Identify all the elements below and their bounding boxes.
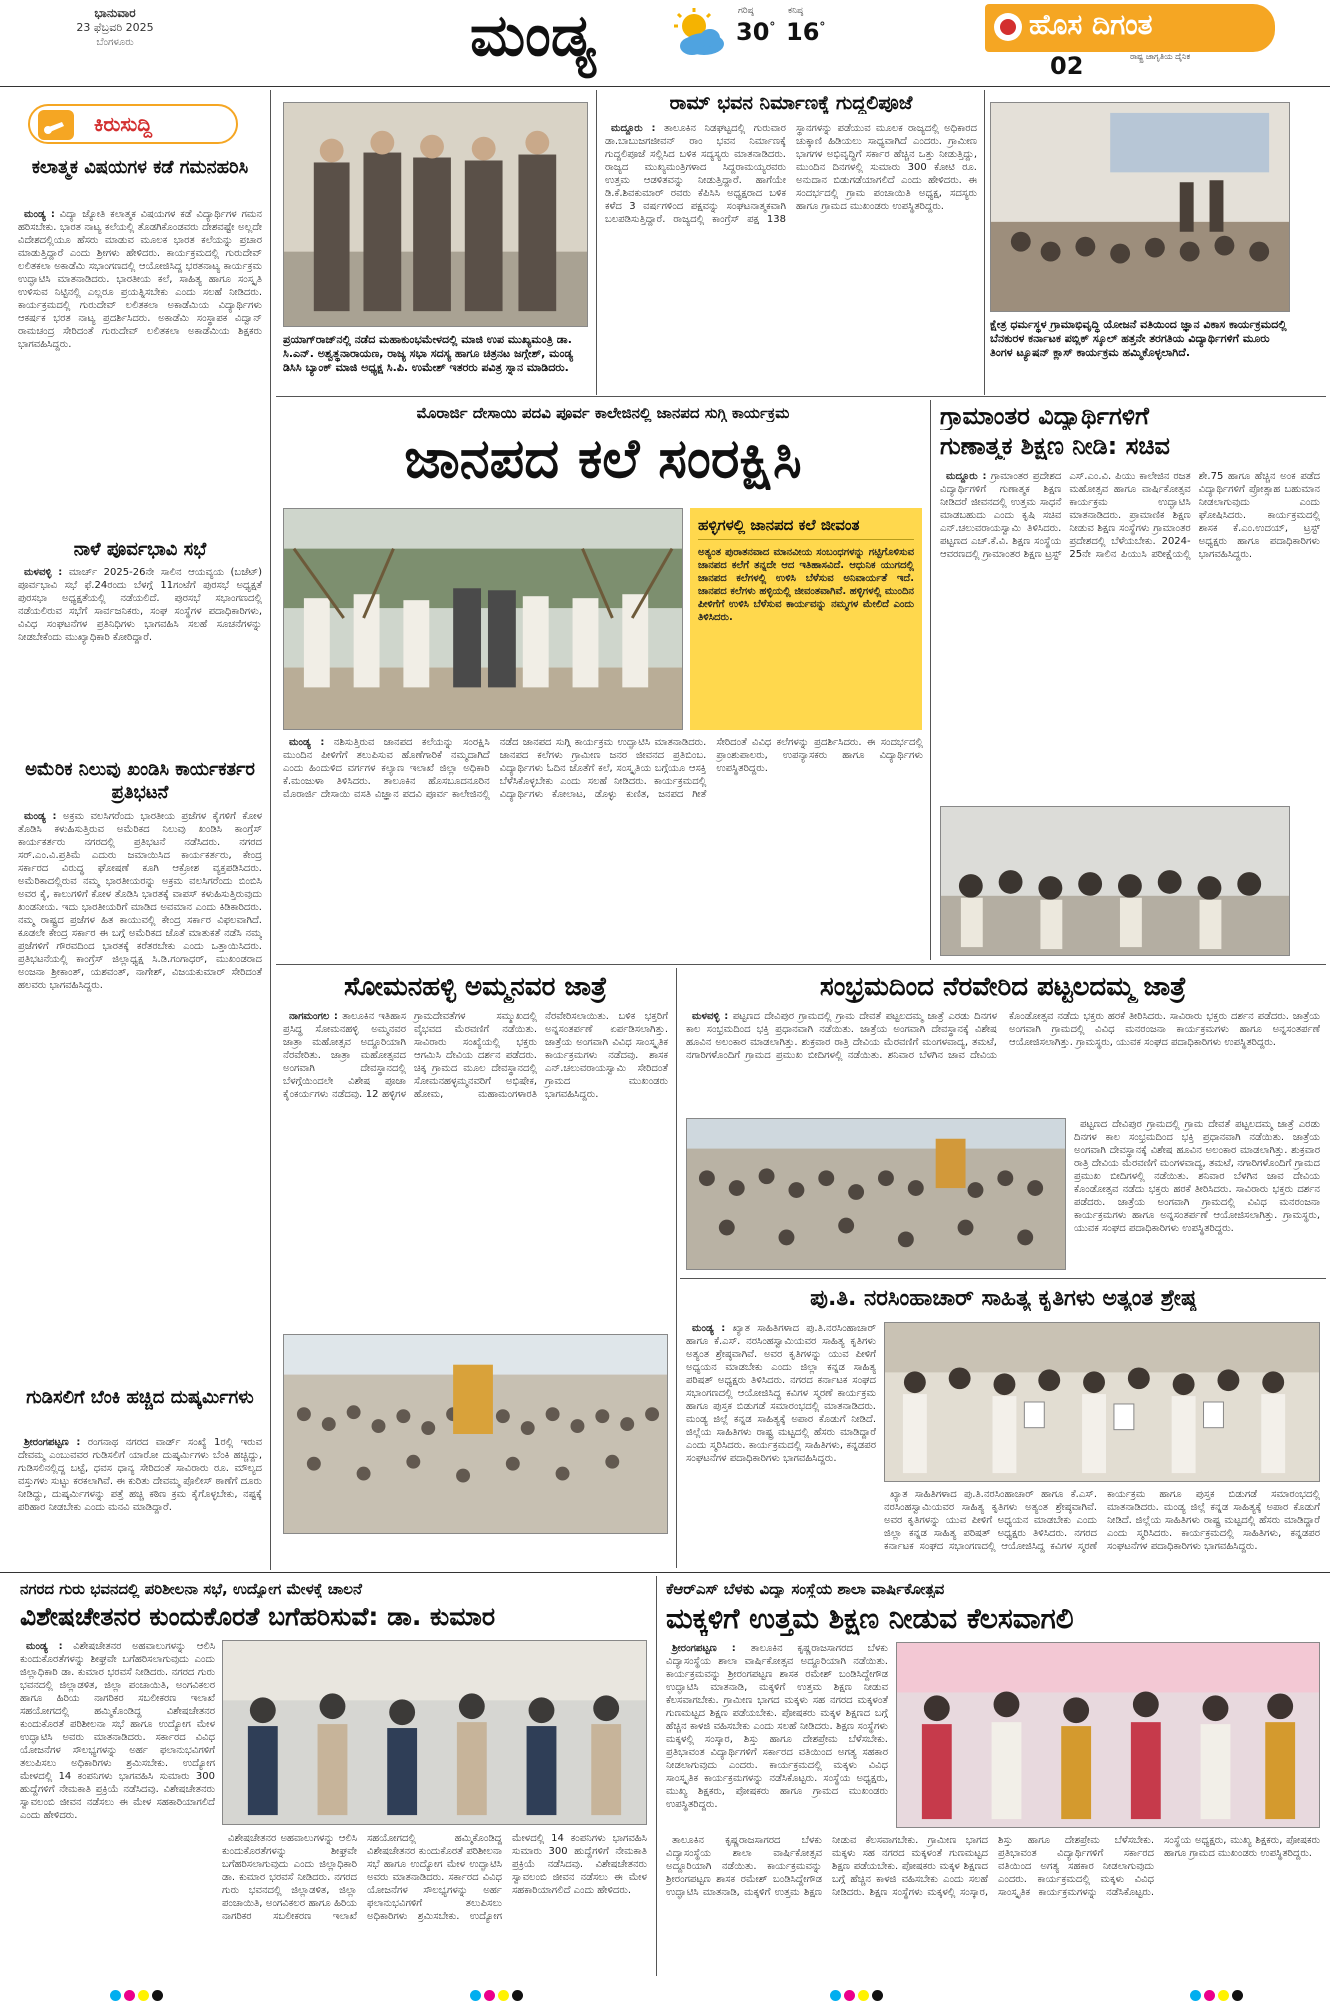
section-divider [276, 396, 1326, 397]
degree-symbol: ° [769, 20, 776, 34]
brief-body [18, 1436, 262, 1558]
dateline: ಮಂಡ್ಯ : [692, 1323, 726, 1334]
kumar-headline: ವಿಶೇಷಚೇತನರ ಕುಂದುಕೊರತೆ ಬಗೆಹರಿಸುವೆ: ಡಾ. ಕುಮಾರ [20, 1602, 496, 1631]
somanahalli-headline: ಸೋಮನಹಳ್ಳಿ ಅಮ್ಮನವರ ಜಾತ್ರೆ [344, 972, 607, 1002]
dateline: ನಾಗಮಂಗಲ : [289, 1011, 338, 1022]
dateline: ಮಳವಳ್ಳಿ : [24, 567, 63, 578]
somanahalli-body [283, 1010, 668, 1330]
print-registration-marks [1190, 1990, 1243, 2001]
column-divider [656, 1576, 657, 1976]
dateline: ಮಂಡ್ಯ : [24, 811, 57, 822]
article-text: ಖ್ಯಾತ ಸಾಹಿತಿಗಳಾದ ಪು.ತಿ.ನರಸಿಂಹಾಚಾರ್ ಹಾಗೂ ಕೆ.ಎಸ್. ನರಸಿಂಹಸ್ವಾಮಿಯವರ ಸಾಹಿತ್ಯ ಕೃತಿಗಳು ಅತ್ಯಂತ ಶ್ರೇಷ್ಠವಾಗಿವೆ. ಅವರ ಕೃತಿಗಳನ್ನು ಯುವ ಪೀಳಿಗೆ ಅಧ್ಯಯನ ಮಾಡಬೇಕು ಎಂದು ಜಿಲ್ಲಾ ಕನ್ನಡ ಸಾಹಿತ್ಯ ಪರಿಷತ್ ಅಧ್ಯಕ್ಷರು ತಿಳಿಸಿದರು. ನಗರದ ಕರ್ನಾಟಕ ಸಂಘದ ಸಭಾಂಗಣದಲ್ಲಿ ಆಯೋಜಿಸಿದ್ದ ಕವಿಗಳ ಸ್ಮರಣೆ ಕಾರ್ಯಕ್ರಮ ಹಾಗೂ ಪುಸ್ತಕ ಬಿಡುಗಡೆ ಸಮಾರಂಭದಲ್ಲಿ ಮಾತನಾಡಿದರು. ಮಂಡ್ಯ ಜಿಲ್ಲೆ ಕನ್ನಡ ಸಾಹಿತ್ಯಕ್ಕೆ ಅಪಾರ ಕೊಡುಗೆ ನೀಡಿದೆ. ಜಿಲ್ಲೆಯ ಸಾಹಿತಿಗಳು ರಾಷ್ಟ್ರ ಮಟ್ಟದಲ್ಲಿ ಹೆಸರು ಮಾಡಿದ್ದಾರೆ ಎಂದು ಸ್ಮರಿಸಿದರು. ಕಾರ್ಯಕ್ರಮದಲ್ಲಿ ಸಾಹಿತಿಗಳು, ಕನ್ನಡಪರ ಸಂಘಟನೆಗಳ ಪದಾಧಿಕಾರಿಗಳು ಭಾಗವಹಿಸಿದ್ದರು. [686, 1323, 876, 1464]
kumbh-photo-caption: ಪ್ರಯಾಗ್‌ರಾಜ್‌ನಲ್ಲಿ ನಡೆದ ಮಹಾಕುಂಭಮೇಳದಲ್ಲಿ ಮಾಜಿ ಉಪ ಮುಖ್ಯಮಂತ್ರಿ ಡಾ. ಸಿ.ಎನ್. ಅಶ್ವತ್ಥನಾರಾಯಣ, ರಾಜ್ಯ ಸಭಾ ಸದಸ್ಯ ಹಾಗೂ ಚಿತ್ರನಟ ಜಗ್ಗೇಶ್, ಮಂಡ್ಯ ಡಿಸಿಸಿ ಬ್ಯಾಂಕ್ ಮಾಜಿ ಅಧ್ಯಕ್ಷ ಸಿ.ಪಿ. ಉಮೇಶ್ ಇತರರು ಪವಿತ್ರ ಸ್ನಾನ ಮಾಡಿದರು. [283, 333, 574, 374]
brief-title: ಗುಡಿಸಲಿಗೆ ಬೆಂಕಿ ಹಚ್ಚಿದ ದುಷ್ಕರ್ಮಿಗಳು [26, 1387, 254, 1408]
brief-title: ಅಮೆರಿಕ ನಿಲುವು ಖಂಡಿಸಿ ಕಾರ್ಯಕರ್ತರ ಪ್ರತಿಭಟನೆ [25, 759, 255, 803]
min-temp-label: ಕನಿಷ್ಠ [788, 6, 804, 16]
rural-education-headline-line1: ಗ್ರಾಮಾಂತರ ವಿದ್ಯಾರ್ಥಿಗಳಿಗೆ [940, 402, 1149, 430]
article-text: ವಿಶೇಷಚೇತನರ ಅಹವಾಲುಗಳನ್ನು ಆಲಿಸಿ ಕುಂದುಕೊರತೆಗಳನ್ನು ಶೀಘ್ರವೇ ಬಗೆಹರಿಸಲಾಗುವುದು ಎಂದು ಜಿಲ್ಲಾಧಿಕಾರಿ ಡಾ. ಕುಮಾರ ಭರವಸೆ ನೀಡಿದರು. ನಗರದ ಗುರು ಭವನದಲ್ಲಿ ಜಿಲ್ಲಾಡಳಿತ, ಜಿಲ್ಲಾ ಪಂಚಾಯಿತಿ, ಅಂಗವಿಕಲರ ಹಾಗೂ ಹಿರಿಯ ನಾಗರಿಕರ ಸಬಲೀಕರಣ ಇಲಾಖೆ ಸಹಯೋಗದಲ್ಲಿ ಹಮ್ಮಿಕೊಂಡಿದ್ದ ವಿಶೇಷಚೇತನರ ಕುಂದುಕೊರತೆ ಪರಿಶೀಲನಾ ಸಭೆ ಹಾಗೂ ಉದ್ಯೋಗ ಮೇಳ ಉದ್ಘಾಟಿಸಿ ಅವರು ಮಾತನಾಡಿದರು. ಸರ್ಕಾರದ ವಿವಿಧ ಯೋಜನೆಗಳ ಸೌಲಭ್ಯಗಳನ್ನು ಅರ್ಹ ಫಲಾನುಭವಿಗಳಿಗೆ ತಲುಪಿಸಲು ಅಧಿಕಾರಿಗಳು ಶ್ರಮಿಸಬೇಕು. ಉದ್ಯೋಗ ಮೇಳದಲ್ಲಿ 14 ಕಂಪನಿಗಳು ಭಾಗವಹಿಸಿ ಸುಮಾರು 300 ಹುದ್ದೆಗಳಿಗೆ ನೇಮಕಾತಿ ಪ್ರಕ್ರಿಯೆ ನಡೆಸಿದವು. ವಿಶೇಷಚೇತನರು ಸ್ವಾವಲಂಬಿ ಜೀವನ ನಡೆಸಲು ಈ ಮೇಳ ಸಹಕಾರಿಯಾಗಲಿದೆ ಎಂದು ಹೇಳಿದರು. [222, 1833, 647, 1922]
pattaladamma-body-top [686, 1010, 1320, 1114]
pointing-hand-icon [36, 108, 76, 142]
article-text: ತಾಲೂಕಿನ ನಿಡಘಟ್ಟದಲ್ಲಿ ಗುರುವಾರ ಡಾ.ಬಾಬುಜಗಜೀವನ್ ರಾಂ ಭವನ ನಿರ್ಮಾಣಕ್ಕೆ ಗುದ್ದಲಿಪೂಜೆ ಸಲ್ಲಿಸಿದ ಬಳಿಕ ಸದ್ಯಸ್ಯರು ಮಾತನಾಡಿದರು. ರಾಜ್ಯದ ಮುಖ್ಯಮಂತ್ರಿಗಳಾದ ಸಿದ್ದರಾಮಯ್ಯರವರು ಉತ್ತಮ ಆಡಳಿತವನ್ನು ನೀಡುತ್ತಿದ್ದಾರೆ. ಹಾಗೆಯೇ ಡಿ.ಕೆ.ಶಿವಕುಮಾರ್ ರವರು ಕೆಪಿಸಿಸಿ ಅಧ್ಯಕ್ಷರಾದ ಬಳಿಕ ಕಳೆದ 3 ವರ್ಷಗಳಿಂದ ಪಕ್ಷವನ್ನು ಸಂಘಟನಾತ್ಮಕವಾಗಿ ಬಲಪಡಿಸುತ್ತಿದ್ದಾರೆ. ರಾಜ್ಯದಲ್ಲಿ ಕಾಂಗ್ರೆಸ್ ಪಕ್ಷ 138 ಸ್ಥಾನಗಳನ್ನು ಪಡೆಯುವ ಮೂಲಕ ರಾಜ್ಯದಲ್ಲಿ ಅಧಿಕಾರದ ಚುಕ್ಕಾಣಿ ಹಿಡಿಯಲು ಸಾಧ್ಯವಾಗಿದೆ ಎಂದರು. ಗ್ರಾಮೀಣ ಭಾಗಗಳ ಅಭಿವೃದ್ಧಿಗೆ ಸರ್ಕಾರ ಹೆಚ್ಚಿನ ಒತ್ತು ನೀಡುತ್ತಿದ್ದು, ಮುಂದಿನ ದಿನಗಳಲ್ಲಿ ಸುಮಾರು 300 ಕೋಟಿ ರೂ. ಅನುದಾನ ಬಿಡುಗಡೆಯಾಗಲಿದೆ ಎಂದು ಹೇಳಿದರು. ಈ ಸಂದರ್ಭದಲ್ಲಿ ಗ್ರಾಮ ಪಂಚಾಯಿತಿ ಅಧ್ಯಕ್ಷ, ಸದಸ್ಯರು ಹಾಗೂ ಗ್ರಾಮದ ಮುಖಂಡರು ಉಪಸ್ಥಿತರಿದ್ದರು. [605, 123, 977, 225]
rural-education-body [940, 470, 1320, 800]
dharmasthala-event-photo [990, 102, 1290, 312]
kumar-kicker: ನಗರದ ಗುರು ಭವನದಲ್ಲಿ ಪರಿಶೀಲನಾ ಸಭೆ, ಉದ್ಯೋಗ ಮೇಳಕ್ಕೆ ಚಾಲನೆ [20, 1580, 362, 1598]
krs-kicker: ಕೆಆರ್‌ಎಸ್ ಬೆಳಕು ವಿದ್ಯಾ ಸಂಸ್ಥೆಯ ಶಾಲಾ ವಾರ್ಷಿಕೋತ್ಸವ [666, 1580, 945, 1598]
header-divider [0, 86, 1330, 87]
min-temp-value [786, 18, 825, 46]
edition-title: ಮಂಡ್ಯ [470, 1, 596, 69]
highlight-box-title: ಹಳ್ಳಿಗಳಲ್ಲಿ ಜಾನಪದ ಕಲೆ ಜೀವಂತ [698, 516, 914, 540]
print-registration-marks [470, 1990, 523, 2001]
section-divider [680, 1278, 1326, 1279]
print-registration-marks [830, 1990, 883, 2001]
brief-title: ಕಲಾತ್ಮಕ ವಿಷಯಗಳ ಕಡೆ ಗಮನಹರಿಸಿ [31, 157, 249, 178]
somanahalli-festival-photo [283, 1334, 668, 1534]
page-number: 02 [1050, 52, 1084, 80]
narasimhachar-headline: ಪು.ತಿ. ನರಸಿಂಹಾಚಾರ್ ಸಾಹಿತ್ಯ ಕೃತಿಗಳು ಅತ್ಯಂತ ಶ್ರೇಷ್ಠ [810, 1286, 1196, 1311]
header-date-block [50, 6, 180, 48]
max-temp-value [736, 18, 775, 46]
krs-body-bottom [666, 1834, 1320, 1974]
brand-tagline: ರಾಷ್ಟ್ರ ಜಾಗೃತಿಯ ದೈನಿಕ [1130, 52, 1191, 61]
janapada-kicker: ಮೊರಾರ್ಜಿ ದೇಸಾಯಿ ಪದವಿ ಪೂರ್ವ ಕಾಲೇಜಿನಲ್ಲಿ ಜಾನಪದ ಸುಗ್ಗಿ ಕಾರ್ಯಕ್ರಮ [416, 404, 790, 422]
ram-bhavan-headline: ರಾಮ್ ಭವನ ನಿರ್ಮಾಣಕ್ಕೆ ಗುದ್ದಲಿಪೂಜೆ [669, 92, 913, 114]
pattaladamma-headline: ಸಂಭ್ರಮದಿಂದ ನೆರವೇರಿದ ಪಟ್ಟಲದಮ್ಮ ಜಾತ್ರೆ [819, 972, 1187, 1002]
janapada-highlight-box [690, 508, 922, 730]
janapada-dance-photo [283, 508, 683, 730]
kumar-body-left [20, 1640, 215, 1970]
article-text: ನಶಿಸುತ್ತಿರುವ ಜಾನಪದ ಕಲೆಯನ್ನು ಸಂರಕ್ಷಿಸಿ ಮುಂದಿನ ಪೀಳಿಗೆಗೆ ತಲುಪಿಸುವ ಹೊಣೆಗಾರಿಕೆ ನಮ್ಮದಾಗಿದೆ ಎಂದು ಹಿಂದುಳಿದ ವರ್ಗಗಳ ಕಲ್ಯಾಣ ಇಲಾಖೆ ಜಿಲ್ಲಾ ಅಧಿಕಾರಿ ಕೆ.ಮಂಜುಳಾ ತಿಳಿಸಿದರು. ತಾಲೂಕಿನ ಹೊಸಬೂದನೂರಿನ ಮೊರಾರ್ಜಿ ದೇಸಾಯಿ ವಸತಿ ವಿಜ್ಞಾನ ಪದವಿ ಪೂರ್ವ ಕಾಲೇಜಿನಲ್ಲಿ ನಡೆದ ಜಾನಪದ ಸುಗ್ಗಿ ಕಾರ್ಯಕ್ರಮ ಉದ್ಘಾಟಿಸಿ ಮಾತನಾಡಿದರು. ಜಾನಪದ ಕಲೆಗಳು ಗ್ರಾಮೀಣ ಜನರ ಜೀವನದ ಪ್ರತಿಬಿಂಬ. ವಿದ್ಯಾರ್ಥಿಗಳು ಓದಿನ ಜೊತೆಗೆ ಕಲೆ, ಸಂಸ್ಕೃತಿಯ ಬಗ್ಗೆಯೂ ಆಸಕ್ತಿ ಬೆಳೆಸಿಕೊಳ್ಳಬೇಕು ಎಂದು ಸಲಹೆ ನೀಡಿದರು. ಕಾರ್ಯಕ್ರಮದಲ್ಲಿ ವಿದ್ಯಾರ್ಥಿಗಳು ಕೋಲಾಟ, ಡೊಳ್ಳು ಕುಣಿತ, ಜನಪದ ಗೀತೆ ಸೇರಿದಂತೆ ವಿವಿಧ ಕಲೆಗಳನ್ನು ಪ್ರದರ್ಶಿಸಿದರು. ಈ ಸಂದರ್ಭದಲ್ಲಿ ಪ್ರಾಂಶುಪಾಲರು, ಉಪನ್ಯಾಸಕರು ಹಾಗೂ ವಿದ್ಯಾರ್ಥಿಗಳು ಉಪಸ್ಥಿತರಿದ್ದರು. [283, 737, 923, 800]
brief-text: ರಂಗನಾಥ ನಗರದ ವಾರ್ಡ್ ಸಂಖ್ಯೆ 1ರಲ್ಲಿ ಇರುವ ದೇವಮ್ಮ ಎಂಬುವವರ ಗುಡಿಸಲಿಗೆ ಯಾರೋ ದುಷ್ಕರ್ಮಿಗಳು ಬೆಂಕಿ ಹಚ್ಚಿದ್ದು, ಗುಡಿಸಲಿನಲ್ಲಿದ್ದ ಬಟ್ಟೆ, ಧವಸ ಧಾನ್ಯ ಸೇರಿದಂತೆ ಸಾವಿರಾರು ರೂ. ಮೌಲ್ಯದ ವಸ್ತುಗಳು ಸುಟ್ಟು ಕರಕಲಾಗಿವೆ. ಈ ಕುರಿತು ದೇವಮ್ಮ ಪೊಲೀಸ್ ಠಾಣೆಗೆ ದೂರು ನೀಡಿದ್ದು, ದುಷ್ಕರ್ಮಿಗಳನ್ನು ಪತ್ತೆ ಹಚ್ಚಿ ಕಠಿಣ ಕ್ರಮ ಕೈಗೊಳ್ಳಬೇಕು, ನಷ್ಟಕ್ಕೆ ಪರಿಹಾರ ನೀಡಬೇಕು ಎಂದು ಮನವಿ ಮಾಡಿದ್ದಾರೆ. [18, 1437, 262, 1513]
brief-text: ಅಕ್ರಮ ವಲಸಿಗರೆಂದು ಭಾರತೀಯ ಪ್ರಜೆಗಳ ಕೈಗಳಿಗೆ ಕೋಳ ತೊಡಿಸಿ ಕಳುಹಿಸುತ್ತಿರುವ ಅಮೆರಿಕದ ನಿಲುವು ಖಂಡಿಸಿ ಕಾಂಗ್ರೆಸ್ ಕಾರ್ಯಕರ್ತರು ನಗರದಲ್ಲಿ ಪ್ರತಿಭಟನೆ ನಡೆಸಿದರು. ನಗರದ ಸರ್.ಎಂ.ವಿ.ಪ್ರತಿಮೆ ಎದುರು ಜಮಾಯಿಸಿದ ಕಾರ್ಯಕರ್ತರು, ಕೇಂದ್ರ ಸರ್ಕಾರದ ವಿರುದ್ಧ ಘೋಷಣೆ ಕೂಗಿ ಆಕ್ರೋಶ ವ್ಯಕ್ತಪಡಿಸಿದರು. ಅಮೆರಿಕಾದಲ್ಲಿರುವ ನಮ್ಮ ಭಾರತೀಯರನ್ನು ಅಕ್ರಮ ವಲಸಿಗರೆಂದು ಬಿಂಬಿಸಿ ಅವರ ಕೈ, ಕಾಲುಗಳಿಗೆ ಕೋಳ ತೊಡಿಸಿ ಭಾರತಕ್ಕೆ ವಾಪಸ್ ಕಳುಹಿಸುತ್ತಿರುವುದು ಖಂಡನೀಯ. ಇದು ಭಾರತೀಯರಿಗೆ ಮಾಡಿದ ಅವಮಾನ ಎಂದು ಕಿಡಿಕಾರಿದರು. ನಮ್ಮ ರಾಷ್ಟ್ರದ ಪ್ರಜೆಗಳ ಹಿತ ಕಾಯುವಲ್ಲಿ ಕೇಂದ್ರ ಸರ್ಕಾರ ವಿಫಲವಾಗಿದೆ. ಕೂಡಲೇ ಕೇಂದ್ರ ಸರ್ಕಾರ ಈ ಬಗ್ಗೆ ಅಮೆರಿಕದ ಜೊತೆ ಮಾತುಕತೆ ನಡೆಸಿ ನಮ್ಮ ಪ್ರಜೆಗಳಿಗೆ ಗೌರವದಿಂದ ಭಾರತಕ್ಕೆ ಕರೆತರಬೇಕು ಎಂದು ಒತ್ತಾಯಿಸಿದರು. ಪ್ರತಿಭಟನೆಯಲ್ಲಿ ಕಾಂಗ್ರೆಸ್ ಜಿಲ್ಲಾಧ್ಯಕ್ಷ ಸಿ.ಡಿ.ಗಂಗಾಧರ್, ಮುಖಂಡರಾದ ಅಂಜನಾ ಶ್ರೀಕಾಂತ್, ಯಶವಂತ್, ನಾಗೇಶ್, ವಿಜಯಕುಮಾರ್ ಸೇರಿದಂತೆ ಹಲವರು ಭಾಗವಹಿಸಿದ್ದರು. [18, 811, 262, 991]
highlight-box-body: ಅತ್ಯಂತ ಪುರಾತನವಾದ ಮಾನವೀಯ ಸಂಬಂಧಗಳನ್ನು ಗಟ್ಟಿಗೊಳಿಸುವ ಜಾನಪದ ಕಲೆಗೆ ತನ್ನದೇ ಆದ ಇತಿಹಾಸವಿದೆ. ಆಧುನಿಕ ಯುಗದಲ್ಲಿ ಜಾನಪದ ಕಲೆಗಳಲ್ಲಿ ಉಳಿಸಿ ಬೆಳೆಸುವ ಅನಿವಾರ್ಯತೆ ಇದೆ. ಜಾನಪದ ಕಲೆಗಳು ಹಳ್ಳಿಯಲ್ಲಿ ಜೀವಂತವಾಗಿವೆ. ಹಳ್ಳಿಗಳಲ್ಲಿ ಮುಂದಿನ ಪೀಳಿಗೆಗೆ ಉಳಿಸಿ ಬೆಳೆಸುವ ಕಾರ್ಯವನ್ನು ನಮ್ಮಗಳ ಮೇಲಿದೆ ಎಂದು ತಿಳಿಸಿದರು. [698, 547, 914, 623]
pattaladamma-body-side [1074, 1118, 1320, 1270]
narasimhachar-body-left [686, 1322, 876, 1562]
brief-text: ವಿದ್ಯಾ ಜ್ಯೋತಿ ಕಲಾತ್ಮಕ ವಿಷಯಗಳ ಕಡೆ ವಿದ್ಯಾರ್ಥಿಗಳ ಗಮನ ಹರಿಸಬೇಕು. ಭಾರತ ನಾಟ್ಯ ಕಲೆಯಲ್ಲಿ ತೊಡಗಿಕೊಂಡವರು ದೇಶವಷ್ಟೇ ಅಲ್ಲದೇ ವಿದೇಶದಲ್ಲಿಯೂ ಹೆಸರು ಮಾಡುವ ಮೂಲಕ ಭಾರತ ಕಲೆಯನ್ನು ಪ್ರಚಾರ ಮಾಡುತ್ತಿದ್ದಾರೆ ಎಂದು ಶ್ರೀಗಳು ಹೇಳಿದರು. ಕಾರ್ಯಕ್ರಮದಲ್ಲಿ ಗುರುದೇವ್ ಲಲಿತಕಲಾ ಅಕಾಡೆಮಿ ಸಭಾಂಗಣದಲ್ಲಿ ಆಯೋಜಿಸಿದ್ದ ಭರತನಾಟ್ಯ ಕಾರ್ಯಕ್ರಮ ಉದ್ಘಾಟಿಸಿ ಮಾತನಾಡಿದರು. ಭಾರತೀಯ ಕಲೆ, ಸಾಹಿತ್ಯ ಹಾಗೂ ಸಂಸ್ಕೃತಿ ಉಳಿಸುವ ನಿಟ್ಟಿನಲ್ಲಿ ಎಲ್ಲರೂ ಪ್ರಯತ್ನಿಸಬೇಕು ಎಂದು ಸಲಹೆ ನೀಡಿದರು. ಕಾರ್ಯಕ್ರಮದಲ್ಲಿ ಗುರುದೇವ್ ಲಲಿತಕಲಾ ಅಕಾಡೆಮಿಯ ವಿದ್ಯಾರ್ಥಿಗಳು ಆಕರ್ಷಕ ಭರತ ನಾಟ್ಯ ಪ್ರದರ್ಶಿಸಿದರು. ಅಕಾಡೆಮಿ ಸಂಸ್ಥಾಪಕ ವಿದ್ವಾನ್ ರಾಮಚಂದ್ರ ಸೇರಿದಂತೆ ಗುರುದೇವ್ ಲಲಿತಕಲಾ ಅಕಾಡೆಮಿಯ ಶಿಕ್ಷಕರು ಭಾಗವಹಿಸಿದ್ದರು. [18, 209, 262, 350]
article-text: ಪಟ್ಟಣದ ದೇವಿಪುರ ಗ್ರಾಮದಲ್ಲಿ ಗ್ರಾಮ ದೇವತೆ ಪಟ್ಟಲದಮ್ಮ ಜಾತ್ರೆ ಎರಡು ದಿನಗಳ ಕಾಲ ಸಂಭ್ರಮದಿಂದ ಭಕ್ತಿ ಪ್ರಧಾನವಾಗಿ ನಡೆಯಿತು. ಜಾತ್ರೆಯ ಅಂಗವಾಗಿ ದೇವಸ್ಥಾನಕ್ಕೆ ವಿಶೇಷ ಹೂವಿನ ಅಲಂಕಾರ ಮಾಡಲಾಗಿತ್ತು. ಶುಕ್ರವಾರ ರಾತ್ರಿ ದೇವಿಯ ಮೆರವಣಿಗೆ ಮಂಗಳವಾದ್ಯ, ತಮಟೆ, ನಗಾರಿಗಳೊಂದಿಗೆ ಗ್ರಾಮದ ಪ್ರಮುಖ ಬೀದಿಗಳಲ್ಲಿ ನಡೆಯಿತು. ಶನಿವಾರ ಬೆಳಗಿನ ಜಾವ ದೇವಿಯ ಕೊಂಡೋತ್ಸವ ನಡೆದು ಭಕ್ತರು ಹರಕೆ ತೀರಿಸಿದರು. ಸಾವಿರಾರು ಭಕ್ತರು ದರ್ಶನ ಪಡೆದರು. ಜಾತ್ರೆಯ ಅಂಗವಾಗಿ ಗ್ರಾಮದಲ್ಲಿ ವಿವಿಧ ಮನರಂಜನಾ ಕಾರ್ಯಕ್ರಮಗಳು ಹಾಗೂ ಅನ್ನಸಂತರ್ಪಣೆ ಆಯೋಜಿಸಲಾಗಿತ್ತು. ಗ್ರಾಮಸ್ಥರು, ಯುವಕ ಸಂಘದ ಪದಾಧಿಕಾರಿಗಳು ಉಪಸ್ಥಿತರಿದ್ದರು. [686, 1011, 1320, 1061]
brief-title: ನಾಳೆ ಪೂರ್ವಭಾವಿ ಸಭೆ [73, 539, 207, 560]
dateline: ಮಳವಳ್ಳಿ : [692, 1011, 729, 1022]
max-temp-number: 30 [736, 18, 770, 46]
max-temp-label: ಗರಿಷ್ಠ [738, 6, 754, 16]
rural-education-event-photo [940, 806, 1290, 956]
kumbh-mela-photo [283, 102, 588, 327]
weather-widget [670, 4, 840, 64]
kirusuddi-label: ಕಿರುಸುದ್ದಿ [94, 112, 153, 136]
janapada-body [283, 736, 923, 956]
dateline: ಮದ್ದೂರು : [946, 471, 987, 482]
brief-body [18, 208, 262, 538]
section-divider [0, 1572, 1330, 1573]
kirusuddi-section [10, 90, 265, 1560]
article-text: ಗ್ರಾಮಾಂತರ ಪ್ರದೇಶದ ವಿದ್ಯಾರ್ಥಿಗಳಿಗೆ ಗುಣಾತ್ಮಕ ಶಿಕ್ಷಣ ನೀಡಿದರೆ ಜೀವನದಲ್ಲಿ ಉತ್ತಮ ಸಾಧನೆ ಮಾಡಬಹುದು ಎಂದು ಕೃಷಿ ಸಚಿವ ಎನ್.ಚಲುವರಾಯಸ್ವಾಮಿ ತಿಳಿಸಿದರು. ಪಟ್ಟಣದ ಎಚ್.ಕೆ.ವಿ. ಶಿಕ್ಷಣ ಸಂಸ್ಥೆಯ ಆವರಣದಲ್ಲಿ ಗ್ರಾಮಾಂತರ ಶಿಕ್ಷಣ ಟ್ರಸ್ಟ್ ಎಸ್.ಎಂ.ವಿ. ಪಿಯು ಕಾಲೇಜಿನ ರಜತ ಮಹೋತ್ಸವ ಹಾಗೂ ವಾರ್ಷಿಕೋತ್ಸವ ಕಾರ್ಯಕ್ರಮ ಉದ್ಘಾಟಿಸಿ ಮಾತನಾಡಿದರು. ಪ್ರಾಮಾಣಿಕ ಶಿಕ್ಷಣ ನೀಡುವ ಶಿಕ್ಷಣ ಸಂಸ್ಥೆಗಳು ಗ್ರಾಮಾಂತರ ಪ್ರದೇಶದಲ್ಲಿ ಬೆಳೆಯಬೇಕು. 2024-25ನೇ ಸಾಲಿನ ಪಿಯುಸಿ ಪರೀಕ್ಷೆಯಲ್ಲಿ ಶೇ.75 ಹಾಗೂ ಹೆಚ್ಚಿನ ಅಂಕ ಪಡೆದ ವಿದ್ಯಾರ್ಥಿಗಳಿಗೆ ಪ್ರೋತ್ಸಾಹ ಬಹುಮಾನ ನೀಡಲಾಗುವುದು ಎಂದು ಘೋಷಿಸಿದರು. ಕಾರ್ಯಕ್ರಮದಲ್ಲಿ ಶಾಸಕ ಕೆ.ಎಂ.ಉದಯ್, ಟ್ರಸ್ಟ್ ಅಧ್ಯಕ್ಷರು ಹಾಗೂ ಪದಾಧಿಕಾರಿಗಳು ಭಾಗವಹಿಸಿದ್ದರು. [940, 471, 1320, 560]
header-day: ಭಾನುವಾರ [94, 6, 136, 20]
article-text: ತಾಲೂಕಿನ ಇತಿಹಾಸ ಪ್ರಸಿದ್ಧ ಸೋಮನಹಳ್ಳಿ ಅಮ್ಮನವರ ಜಾತ್ರಾ ಮಹೋತ್ಸವ ಅದ್ದೂರಿಯಾಗಿ ನೆರವೇರಿತು. ಜಾತ್ರಾ ಮಹೋತ್ಸವದ ಅಂಗವಾಗಿ ದೇವಸ್ಥಾನದಲ್ಲಿ ಬೆಳಗ್ಗೆಯಿಂದಲೇ ವಿಶೇಷ ಪೂಜಾ ಕೈಂಕರ್ಯಗಳು ನಡೆದವು. 12 ಹಳ್ಳಿಗಳ ಗ್ರಾಮದೇವತೆಗಳ ಸಮ್ಮುಖದಲ್ಲಿ ವೈಭವದ ಮೆರವಣಿಗೆ ನಡೆಯಿತು. ಸಾವಿರಾರು ಸಂಖ್ಯೆಯಲ್ಲಿ ಭಕ್ತರು ಆಗಮಿಸಿ ದೇವಿಯ ದರ್ಶನ ಪಡೆದರು. ಚಿಕ್ಕ ಗ್ರಾಮದ ಮೂಲ ದೇವಸ್ಥಾನದಲ್ಲಿ ಸೋಮನಹಳ್ಳಮ್ಮನವರಿಗೆ ಅಭಿಷೇಕ, ಹೋಮ, ಮಹಾಮಂಗಳಾರತಿ ನೆರವೇರಿಸಲಾಯಿತು. ಬಳಿಕ ಭಕ್ತರಿಗೆ ಅನ್ನಸಂತರ್ಪಣೆ ಏರ್ಪಡಿಸಲಾಗಿತ್ತು. ಜಾತ್ರೆಯ ಅಂಗವಾಗಿ ವಿವಿಧ ಸಾಂಸ್ಕೃತಿಕ ಕಾರ್ಯಕ್ರಮಗಳು ನಡೆದವು. ಶಾಸಕ ಎನ್.ಚಲುವರಾಯಸ್ವಾಮಿ ಸೇರಿದಂತೆ ಗ್ರಾಮದ ಮುಖಂಡರು ಭಾಗವಹಿಸಿದ್ದರು. [283, 1011, 668, 1100]
degree-symbol: ° [819, 20, 826, 34]
article-text: ತಾಲೂಕಿನ ಕೃಷ್ಣರಾಜಸಾಗರದ ಬೆಳಕು ವಿದ್ಯಾಸಂಸ್ಥೆಯ ಶಾಲಾ ವಾರ್ಷಿಕೋತ್ಸವ ಅದ್ದೂರಿಯಾಗಿ ನಡೆಯಿತು. ಕಾರ್ಯಕ್ರಮವನ್ನು ಶ್ರೀರಂಗಪಟ್ಟಣ ಶಾಸಕ ರಮೇಶ್ ಬಂಡಿಸಿದ್ದೇಗೌಡ ಉದ್ಘಾಟಿಸಿ ಮಾತನಾಡಿ, ಮಕ್ಕಳಿಗೆ ಉತ್ತಮ ಶಿಕ್ಷಣ ನೀಡುವ ಕೆಲಸವಾಗಬೇಕು. ಗ್ರಾಮೀಣ ಭಾಗದ ಮಕ್ಕಳು ಸಹ ನಗರದ ಮಕ್ಕಳಂತೆ ಗುಣಮಟ್ಟದ ಶಿಕ್ಷಣ ಪಡೆಯಬೇಕು. ಪೋಷಕರು ಮಕ್ಕಳ ಶಿಕ್ಷಣದ ಬಗ್ಗೆ ಹೆಚ್ಚಿನ ಕಾಳಜಿ ವಹಿಸಬೇಕು ಎಂದು ಸಲಹೆ ನೀಡಿದರು. ಶಿಕ್ಷಣ ಸಂಸ್ಥೆಗಳು ಮಕ್ಕಳಲ್ಲಿ ಸಂಸ್ಕಾರ, ಶಿಸ್ತು ಹಾಗೂ ದೇಶಪ್ರೇಮ ಬೆಳೆಸಬೇಕು. ಪ್ರತಿಭಾವಂತ ವಿದ್ಯಾರ್ಥಿಗಳಿಗೆ ಸರ್ಕಾರದ ವತಿಯಿಂದ ಅಗತ್ಯ ಸಹಕಾರ ನೀಡಲಾಗುವುದು ಎಂದರು. ಕಾರ್ಯಕ್ರಮದಲ್ಲಿ ಮಕ್ಕಳು ವಿವಿಧ ಸಾಂಸ್ಕೃತಿಕ ಕಾರ್ಯಕ್ರಮಗಳನ್ನು ನಡೆಸಿಕೊಟ್ಟರು. ಸಂಸ್ಥೆಯ ಅಧ್ಯಕ್ಷರು, ಮುಖ್ಯ ಶಿಕ್ಷಕರು, ಪೋಷಕರು ಹಾಗೂ ಗ್ರಾಮದ ಮುಖಂಡರು ಉಪಸ್ಥಿತರಿದ್ದರು. [666, 1643, 888, 1810]
column-divider [676, 968, 677, 1568]
brand-name: ಹೊಸ ದಿಗಂತ [1029, 8, 1153, 41]
article-text: ವಿಶೇಷಚೇತನರ ಅಹವಾಲುಗಳನ್ನು ಆಲಿಸಿ ಕುಂದುಕೊರತೆಗಳನ್ನು ಶೀಘ್ರವೇ ಬಗೆಹರಿಸಲಾಗುವುದು ಎಂದು ಜಿಲ್ಲಾಧಿಕಾರಿ ಡಾ. ಕುಮಾರ ಭರವಸೆ ನೀಡಿದರು. ನಗರದ ಗುರು ಭವನದಲ್ಲಿ ಜಿಲ್ಲಾಡಳಿತ, ಜಿಲ್ಲಾ ಪಂಚಾಯಿತಿ, ಅಂಗವಿಕಲರ ಹಾಗೂ ಹಿರಿಯ ನಾಗರಿಕರ ಸಬಲೀಕರಣ ಇಲಾಖೆ ಸಹಯೋಗದಲ್ಲಿ ಹಮ್ಮಿಕೊಂಡಿದ್ದ ವಿಶೇಷಚೇತನರ ಕುಂದುಕೊರತೆ ಪರಿಶೀಲನಾ ಸಭೆ ಹಾಗೂ ಉದ್ಯೋಗ ಮೇಳ ಉದ್ಘಾಟಿಸಿ ಅವರು ಮಾತನಾಡಿದರು. ಸರ್ಕಾರದ ವಿವಿಧ ಯೋಜನೆಗಳ ಸೌಲಭ್ಯಗಳನ್ನು ಅರ್ಹ ಫಲಾನುಭವಿಗಳಿಗೆ ತಲುಪಿಸಲು ಅಧಿಕಾರಿಗಳು ಶ್ರಮಿಸಬೇಕು. ಉದ್ಯೋಗ ಮೇಳದಲ್ಲಿ 14 ಕಂಪನಿಗಳು ಭಾಗವಹಿಸಿ ಸುಮಾರು 300 ಹುದ್ದೆಗಳಿಗೆ ನೇಮಕಾತಿ ಪ್ರಕ್ರಿಯೆ ನಡೆಸಿದವು. ವಿಶೇಷಚೇತನರು ಸ್ವಾವಲಂಬಿ ಜೀವನ ನಡೆಸಲು ಈ ಮೇಳ ಸಹಕಾರಿಯಾಗಲಿದೆ ಎಂದು ಹೇಳಿದರು. [20, 1641, 215, 1821]
column-divider [930, 400, 931, 960]
partly-cloudy-icon [670, 8, 730, 60]
rural-education-headline-line2: ಗುಣಾತ್ಮಕ ಶಿಕ್ಷಣ ನೀಡಿ: ಸಚಿವ [940, 432, 1170, 460]
article-text: ಖ್ಯಾತ ಸಾಹಿತಿಗಳಾದ ಪು.ತಿ.ನರಸಿಂಹಾಚಾರ್ ಹಾಗೂ ಕೆ.ಎಸ್. ನರಸಿಂಹಸ್ವಾಮಿಯವರ ಸಾಹಿತ್ಯ ಕೃತಿಗಳು ಅತ್ಯಂತ ಶ್ರೇಷ್ಠವಾಗಿವೆ. ಅವರ ಕೃತಿಗಳನ್ನು ಯುವ ಪೀಳಿಗೆ ಅಧ್ಯಯನ ಮಾಡಬೇಕು ಎಂದು ಜಿಲ್ಲಾ ಕನ್ನಡ ಸಾಹಿತ್ಯ ಪರಿಷತ್ ಅಧ್ಯಕ್ಷರು ತಿಳಿಸಿದರು. ನಗರದ ಕರ್ನಾಟಕ ಸಂಘದ ಸಭಾಂಗಣದಲ್ಲಿ ಆಯೋಜಿಸಿದ್ದ ಕವಿಗಳ ಸ್ಮರಣೆ ಕಾರ್ಯಕ್ರಮ ಹಾಗೂ ಪುಸ್ತಕ ಬಿಡುಗಡೆ ಸಮಾರಂಭದಲ್ಲಿ ಮಾತನಾಡಿದರು. ಮಂಡ್ಯ ಜಿಲ್ಲೆ ಕನ್ನಡ ಸಾಹಿತ್ಯಕ್ಕೆ ಅಪಾರ ಕೊಡುಗೆ ನೀಡಿದೆ. ಜಿಲ್ಲೆಯ ಸಾಹಿತಿಗಳು ರಾಷ್ಟ್ರ ಮಟ್ಟದಲ್ಲಿ ಹೆಸರು ಮಾಡಿದ್ದಾರೆ ಎಂದು ಸ್ಮರಿಸಿದರು. ಕಾರ್ಯಕ್ರಮದಲ್ಲಿ ಸಾಹಿತಿಗಳು, ಕನ್ನಡಪರ ಸಂಘಟನೆಗಳ ಪದಾಧಿಕಾರಿಗಳು ಭಾಗವಹಿಸಿದ್ದರು. [884, 1489, 1320, 1552]
janapada-headline: ಜಾನಪದ ಕಲೆ ಸಂರಕ್ಷಿಸಿ [404, 428, 802, 490]
print-registration-marks [110, 1990, 163, 2001]
dateline: ಮಂಡ್ಯ : [289, 737, 325, 748]
dateline: ಮಂಡ್ಯ : [26, 1641, 63, 1652]
brief-body [18, 810, 262, 1390]
section-divider [276, 964, 1326, 965]
kumar-body-right [222, 1832, 647, 1972]
dateline: ಶ್ರೀರಂಗಪಟ್ಟಣ : [24, 1437, 81, 1448]
brief-text: ಮಾರ್ಚ್ 2025-26ನೇ ಸಾಲಿನ ಆಯವ್ಯಯ (ಬಜೆಟ್) ಪೂರ್ವಭಾವಿ ಸಭೆ ಫೆ.24ರಂದು ಬೆಳಗ್ಗೆ 11ಗಂಟೆಗೆ ಪುರಸಭೆ ಅಧ್ಯಕ್ಷತೆ ಪುರಸಭಾ ಅಧ್ಯಕ್ಷತೆಯಲ್ಲಿ ನಡೆಯಲಿದೆ. ಪುರಸಭೆ ಸಭಾಂಗಣದಲ್ಲಿ ನಡೆಯಲಿರುವ ಸಭೆಗೆ ಸಾರ್ವಜನಿಕರು, ಸಂಘ ಸಂಸ್ಥೆಗಳ ಪದಾಧಿಕಾರಿಗಳು, ವಿವಿಧ ಸಂಘಟನೆಗಳ ಪ್ರತಿನಿಧಿಗಳು ಭಾಗವಹಿಸಿ ಸಲಹೆ ಸೂಚನೆಗಳನ್ನು ನೀಡಬೇಕೆಂದು ಮುಖ್ಯಾಧಿಕಾರಿ ಕೋರಿದ್ದಾರೆ. [18, 567, 262, 643]
column-divider [984, 90, 985, 395]
kumar-job-fair-photo [222, 1640, 647, 1825]
column-divider [270, 90, 271, 1570]
krs-headline: ಮಕ್ಕಳಿಗೆ ಉತ್ತಮ ಶಿಕ್ಷಣ ನೀಡುವ ಕೆಲಸವಾಗಲಿ [666, 1602, 1074, 1635]
narasimhachar-book-release-photo [884, 1322, 1320, 1482]
header-date: 23 ಫೆಬ್ರವರಿ 2025 [76, 21, 154, 34]
pattaladamma-crowd-photo [686, 1118, 1066, 1270]
kirusuddi-badge [28, 104, 238, 144]
dateline: ಮದ್ದೂರು : [611, 123, 656, 134]
ram-bhavan-body [605, 122, 977, 387]
min-temp-number: 16 [786, 18, 820, 46]
brand-logo-icon [993, 12, 1023, 42]
article-text: ಪಟ್ಟಣದ ದೇವಿಪುರ ಗ್ರಾಮದಲ್ಲಿ ಗ್ರಾಮ ದೇವತೆ ಪಟ್ಟಲದಮ್ಮ ಜಾತ್ರೆ ಎರಡು ದಿನಗಳ ಕಾಲ ಸಂಭ್ರಮದಿಂದ ಭಕ್ತಿ ಪ್ರಧಾನವಾಗಿ ನಡೆಯಿತು. ಜಾತ್ರೆಯ ಅಂಗವಾಗಿ ದೇವಸ್ಥಾನಕ್ಕೆ ವಿಶೇಷ ಹೂವಿನ ಅಲಂಕಾರ ಮಾಡಲಾಗಿತ್ತು. ಶುಕ್ರವಾರ ರಾತ್ರಿ ದೇವಿಯ ಮೆರವಣಿಗೆ ಮಂಗಳವಾದ್ಯ, ತಮಟೆ, ನಗಾರಿಗಳೊಂದಿಗೆ ಗ್ರಾಮದ ಪ್ರಮುಖ ಬೀದಿಗಳಲ್ಲಿ ನಡೆಯಿತು. ಶನಿವಾರ ಬೆಳಗಿನ ಜಾವ ದೇವಿಯ ಕೊಂಡೋತ್ಸವ ನಡೆದು ಭಕ್ತರು ಹರಕೆ ತೀರಿಸಿದರು. ಸಾವಿರಾರು ಭಕ್ತರು ದರ್ಶನ ಪಡೆದರು. ಜಾತ್ರೆಯ ಅಂಗವಾಗಿ ಗ್ರಾಮದಲ್ಲಿ ವಿವಿಧ ಮನರಂಜನಾ ಕಾರ್ಯಕ್ರಮಗಳು ಹಾಗೂ ಅನ್ನಸಂತರ್ಪಣೆ ಆಯೋಜಿಸಲಾಗಿತ್ತು. ಗ್ರಾಮಸ್ಥರು, ಯುವಕ ಸಂಘದ ಪದಾಧಿಕಾರಿಗಳು ಉಪಸ್ಥಿತರಿದ್ದರು. [1074, 1119, 1320, 1234]
article-text: ತಾಲೂಕಿನ ಕೃಷ್ಣರಾಜಸಾಗರದ ಬೆಳಕು ವಿದ್ಯಾಸಂಸ್ಥೆಯ ಶಾಲಾ ವಾರ್ಷಿಕೋತ್ಸವ ಅದ್ದೂರಿಯಾಗಿ ನಡೆಯಿತು. ಕಾರ್ಯಕ್ರಮವನ್ನು ಶ್ರೀರಂಗಪಟ್ಟಣ ಶಾಸಕ ರಮೇಶ್ ಬಂಡಿಸಿದ್ದೇಗೌಡ ಉದ್ಘಾಟಿಸಿ ಮಾತನಾಡಿ, ಮಕ್ಕಳಿಗೆ ಉತ್ತಮ ಶಿಕ್ಷಣ ನೀಡುವ ಕೆಲಸವಾಗಬೇಕು. ಗ್ರಾಮೀಣ ಭಾಗದ ಮಕ್ಕಳು ಸಹ ನಗರದ ಮಕ್ಕಳಂತೆ ಗುಣಮಟ್ಟದ ಶಿಕ್ಷಣ ಪಡೆಯಬೇಕು. ಪೋಷಕರು ಮಕ್ಕಳ ಶಿಕ್ಷಣದ ಬಗ್ಗೆ ಹೆಚ್ಚಿನ ಕಾಳಜಿ ವಹಿಸಬೇಕು ಎಂದು ಸಲಹೆ ನೀಡಿದರು. ಶಿಕ್ಷಣ ಸಂಸ್ಥೆಗಳು ಮಕ್ಕಳಲ್ಲಿ ಸಂಸ್ಕಾರ, ಶಿಸ್ತು ಹಾಗೂ ದೇಶಪ್ರೇಮ ಬೆಳೆಸಬೇಕು. ಪ್ರತಿಭಾವಂತ ವಿದ್ಯಾರ್ಥಿಗಳಿಗೆ ಸರ್ಕಾರದ ವತಿಯಿಂದ ಅಗತ್ಯ ಸಹಕಾರ ನೀಡಲಾಗುವುದು ಎಂದರು. ಕಾರ್ಯಕ್ರಮದಲ್ಲಿ ಮಕ್ಕಳು ವಿವಿಧ ಸಾಂಸ್ಕೃತಿಕ ಕಾರ್ಯಕ್ರಮಗಳನ್ನು ನಡೆಸಿಕೊಟ್ಟರು. ಸಂಸ್ಥೆಯ ಅಧ್ಯಕ್ಷರು, ಮುಖ್ಯ ಶಿಕ್ಷಕರು, ಪೋಷಕರು ಹಾಗೂ ಗ್ರಾಮದ ಮುಖಂಡರು ಉಪಸ್ಥಿತರಿದ್ದರು. [666, 1835, 1320, 1898]
narasimhachar-body-bottom [884, 1488, 1320, 1562]
krs-body-left [666, 1642, 888, 1828]
dateline: ಶ್ರೀರಂಗಪಟ್ಟಣ : [672, 1643, 736, 1654]
brand-banner [985, 4, 1275, 52]
krs-annual-day-photo [896, 1642, 1320, 1828]
header-city: ಬೆಂಗಳೂರು [96, 37, 134, 48]
dateline: ಮಂಡ್ಯ : [24, 209, 55, 220]
column-divider [596, 90, 597, 395]
brief-body [18, 566, 262, 746]
dharmasthala-photo-caption: ಕ್ಷೇತ್ರ ಧರ್ಮಸ್ಥಳ ಗ್ರಾಮಾಭಿವೃದ್ಧಿ ಯೋಜನೆ ವತಿಯಿಂದ ಜ್ಞಾನ ವಿಕಾಸ ಕಾರ್ಯಕ್ರಮದಲ್ಲಿ ಬೆನಕುರಳ ಕರ್ನಾಟಕ ಪಬ್ಲಿಕ್ ಸ್ಕೂಲ್ ಹತ್ತನೇ ತರಗತಿಯ ವಿದ್ಯಾರ್ಥಿಗಳಿಗೆ ಮೂರು ತಿಂಗಳ ಟ್ಯೂಷನ್ ಕ್ಲಾಸ್ ಕಾರ್ಯಕ್ರಮ ಹಮ್ಮಿಕೊಳ್ಳಲಾಗಿದೆ. [990, 318, 1287, 359]
